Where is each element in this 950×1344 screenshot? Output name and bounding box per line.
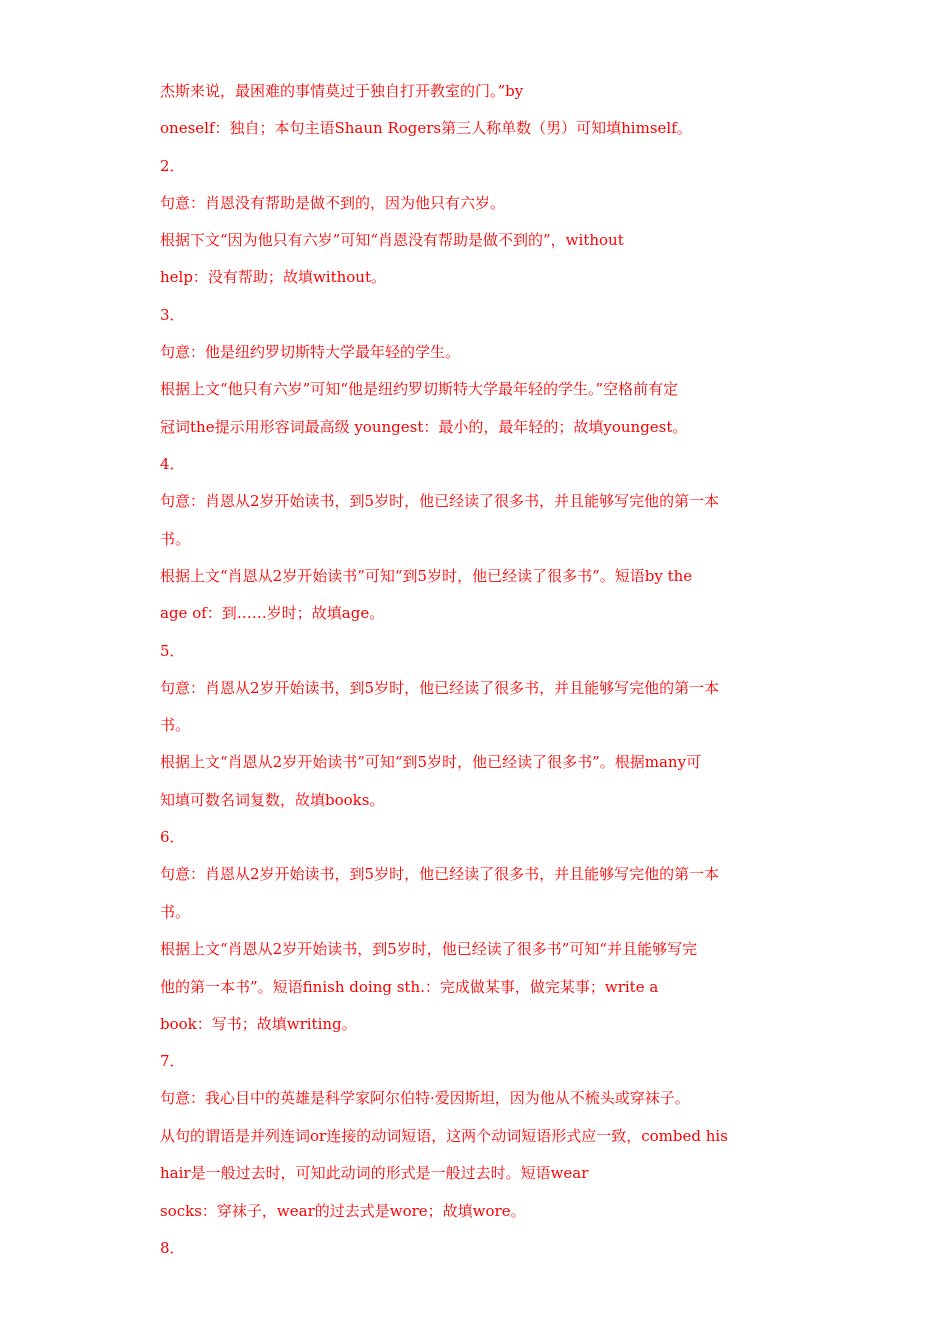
sentence-meaning: 句意：他是纽约罗切斯特大学最年轻的学生。 [160,343,461,361]
text-line: 冠词the提示用形容词最高级 youngest：最小的，最年轻的；故填youngest。 [160,418,688,436]
sentence-meaning: 句意：肖恩没有帮助是做不到的，因为他只有六岁。 [160,194,506,212]
text-line: book：写书；故填writing。 [160,1015,357,1033]
text-line: 杰斯来说，最困难的事情莫过于独自打开教室的门。”by [160,82,524,100]
question-number: 6． [160,828,185,846]
question-number: 7． [160,1052,185,1070]
sentence-meaning: 句意：肖恩从2岁开始读书，到5岁时，他已经读了很多书，并且能够写完他的第一本 [160,679,720,697]
text-line: 书。 [160,903,191,921]
sentence-meaning: 句意：肖恩从2岁开始读书，到5岁时，他已经读了很多书，并且能够写完他的第一本 [160,865,720,883]
sentence-meaning: 句意：肖恩从2岁开始读书，到5岁时，他已经读了很多书，并且能够写完他的第一本 [160,492,720,510]
sentence-meaning: 句意：我心目中的英雄是科学家阿尔伯特·爱因斯坦，因为他从不梳头或穿袜子。 [160,1089,690,1107]
question-number: 2． [160,157,185,175]
text-line: 书。 [160,530,191,548]
text-line: help：没有帮助；故填without。 [160,268,386,286]
question-number: 5． [160,642,185,660]
text-line: 根据上文“肖恩从2岁开始读书，到5岁时，他已经读了很多书”可知“并且能够写完 [160,940,698,958]
text-line: 书。 [160,716,191,734]
question-number: 8． [160,1239,185,1257]
text-line: 根据下文“因为他只有六岁”可知“肖恩没有帮助是做不到的”，without [160,231,624,249]
text-line: 根据上文“肖恩从2岁开始读书”可知“到5岁时，他已经读了很多书”。短语by the [160,567,693,585]
text-line: 知填可数名词复数，故填books。 [160,791,385,809]
text-line: socks：穿袜子，wear的过去式是wore；故填wore。 [160,1202,526,1220]
text-line: hair是一般过去时，可知此动词的形式是一般过去时。短语wear [160,1164,589,1182]
text-line: 根据上文“肖恩从2岁开始读书”可知“到5岁时，他已经读了很多书”。根据many可 [160,753,702,771]
text-line: 根据上文“他只有六岁”可知“他是纽约罗切斯特大学最年轻的学生。”空格前有定 [160,380,679,398]
text-line: 他的第一本书”。短语finish doing sth.：完成做某事，做完某事；write a [160,978,659,996]
text-line: age of：到……岁时；故填age。 [160,604,385,622]
question-number: 4． [160,455,185,473]
text-line: 从句的谓语是并列连词or连接的动词短语，这两个动词短语形式应一致，combed his [160,1127,728,1145]
text-line: oneself：独自；本句主语Shaun Rogers第三人称单数（男）可知填himself。 [160,119,692,137]
question-number: 3． [160,306,185,324]
